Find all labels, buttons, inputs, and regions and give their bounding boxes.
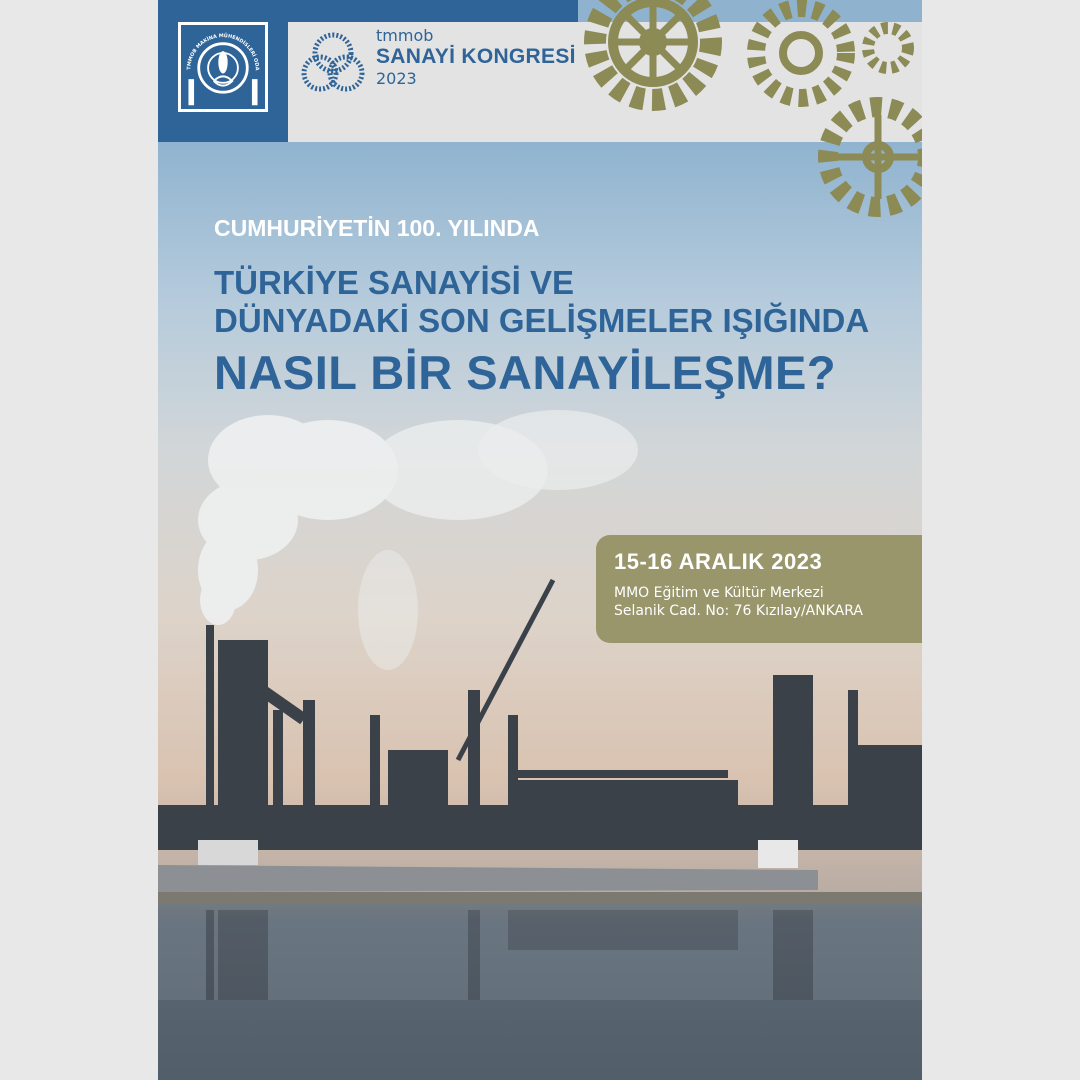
gears-decoration — [558, 0, 922, 240]
brand-small: tmmob — [376, 26, 434, 45]
smoke-plume — [198, 410, 638, 670]
event-address: Selanik Cad. No: 76 Kızılay/ANKARA — [614, 602, 863, 619]
event-info-box — [596, 535, 922, 643]
title-line-3: NASIL BİR SANAYİLEŞME? — [214, 346, 837, 399]
water-reflection — [158, 904, 922, 1080]
gear-icon — [595, 0, 711, 100]
mmo-emblem-logo — [178, 22, 268, 112]
gear-icon — [868, 28, 908, 68]
brand-year: 2023 — [376, 68, 417, 88]
mmo-logo-text: TMMOB MAKİNA MÜHENDİSLERİ ODASI — [179, 22, 260, 71]
brand-title: SANAYİ KONGRESİ — [376, 45, 576, 69]
gear-icon — [828, 107, 922, 207]
industrial-harbor-photo — [158, 400, 922, 1080]
title-kicker: CUMHURİYETİN 100. YILINDA — [214, 215, 540, 241]
event-date: 15-16 ARALIK 2023 — [614, 549, 823, 574]
title-line-2: DÜNYADAKİ SON GELİŞMELER IŞIĞINDA — [214, 302, 870, 339]
mmo-logo-block — [158, 0, 288, 142]
congress-brand — [376, 27, 576, 88]
congress-poster — [158, 0, 922, 1080]
event-venue: MMO Eğitim ve Kültür Merkezi — [614, 585, 824, 601]
title-line-1: TÜRKİYE SANAYİSİ VE — [214, 264, 575, 301]
gear-icon — [756, 8, 846, 98]
congress-gear-knot-logo — [298, 28, 368, 98]
